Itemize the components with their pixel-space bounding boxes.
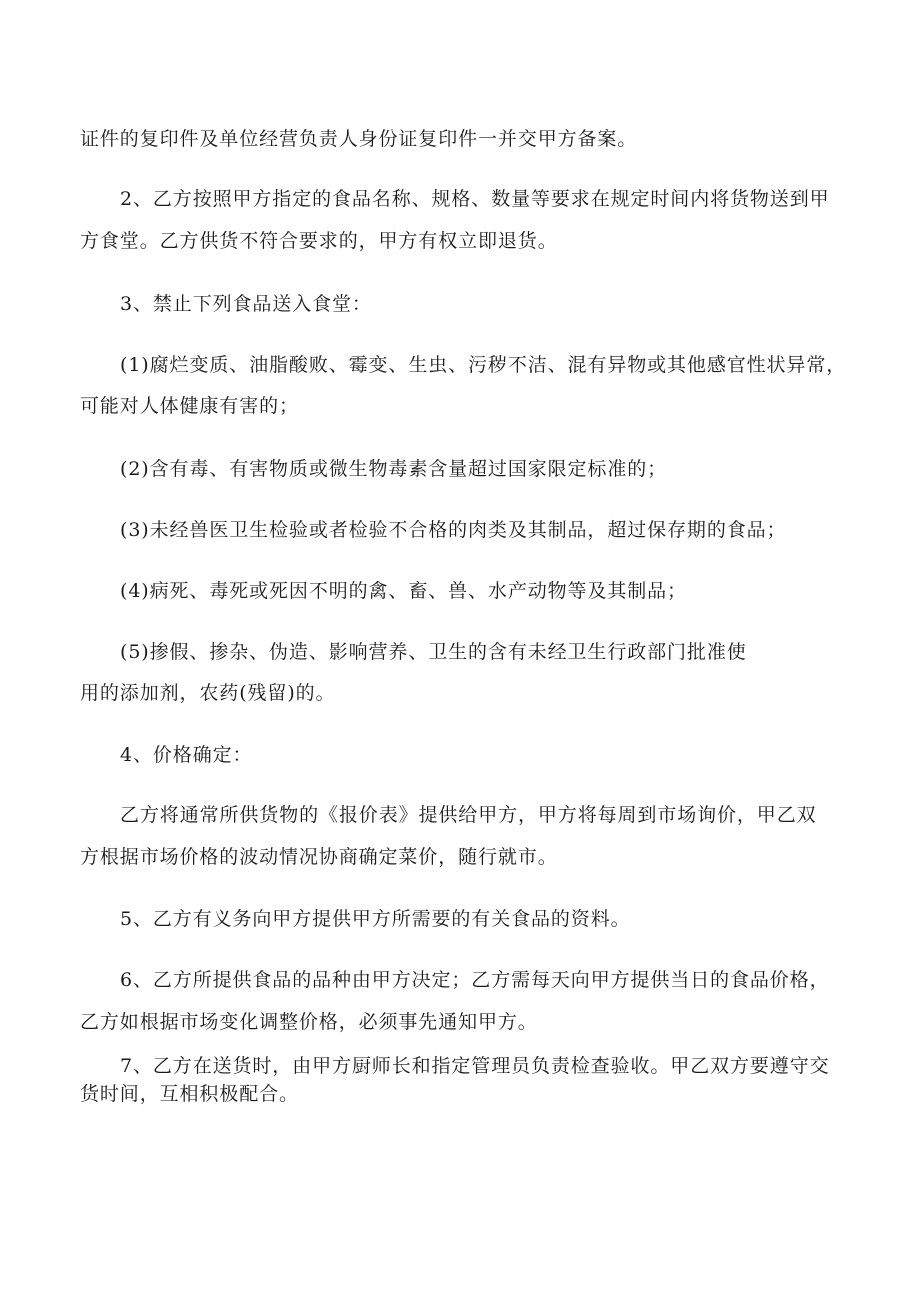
text-line: 乙方如根据市场变化调整价格，必须事先通知甲方。: [80, 1011, 538, 1033]
text-line: 方根据市场价格的波动情况协商确定菜价，随行就市。: [80, 846, 558, 868]
text-line: 证件的复印件及单位经营负责人身份证复印件一并交甲方备案。: [80, 128, 638, 150]
text-line: (2)含有毒、有害物质或微生物毒素含量超过国家限定标准的；: [120, 458, 668, 480]
text-line: 4、价格确定：: [120, 744, 253, 766]
text-line: 用的添加剂，农药(残留)的。: [80, 682, 336, 704]
text-line: (5)掺假、掺杂、伪造、影响营养、卫生的含有未经卫生行政部门批准使: [120, 641, 747, 663]
text-line: 方食堂。乙方供货不符合要求的，甲方有权立即退货。: [80, 230, 558, 252]
text-line: 乙方将通常所供货物的《报价表》提供给甲方，甲方将每周到市场询价，甲乙双: [120, 804, 817, 826]
text-line: 7、乙方在送货时，由甲方厨师长和指定管理员负责检查验收。甲乙双方要遵守交: [120, 1055, 830, 1077]
text-line: 货时间，互相积极配合。: [80, 1083, 299, 1105]
text-line: (4)病死、毒死或死因不明的禽、畜、兽、水产动物等及其制品；: [120, 580, 687, 602]
text-line: (1)腐烂变质、油脂酸败、霉变、生虫、污秽不洁、混有异物或其他感官性状异常，: [120, 354, 847, 376]
text-line: 2、乙方按照甲方指定的食品名称、规格、数量等要求在规定时间内将货物送到甲: [120, 188, 830, 210]
text-line: (3)未经兽医卫生检验或者检验不合格的肉类及其制品，超过保存期的食品；: [120, 519, 787, 541]
text-line: 5、乙方有义务向甲方提供甲方所需要的有关食品的资料。: [120, 908, 631, 930]
text-line: 6、乙方所提供食品的品种由甲方决定；乙方需每天向甲方提供当日的食品价格，: [120, 969, 830, 991]
text-line: 3、禁止下列食品送入食堂：: [120, 293, 372, 315]
text-line: 可能对人体健康有害的；: [80, 395, 299, 417]
